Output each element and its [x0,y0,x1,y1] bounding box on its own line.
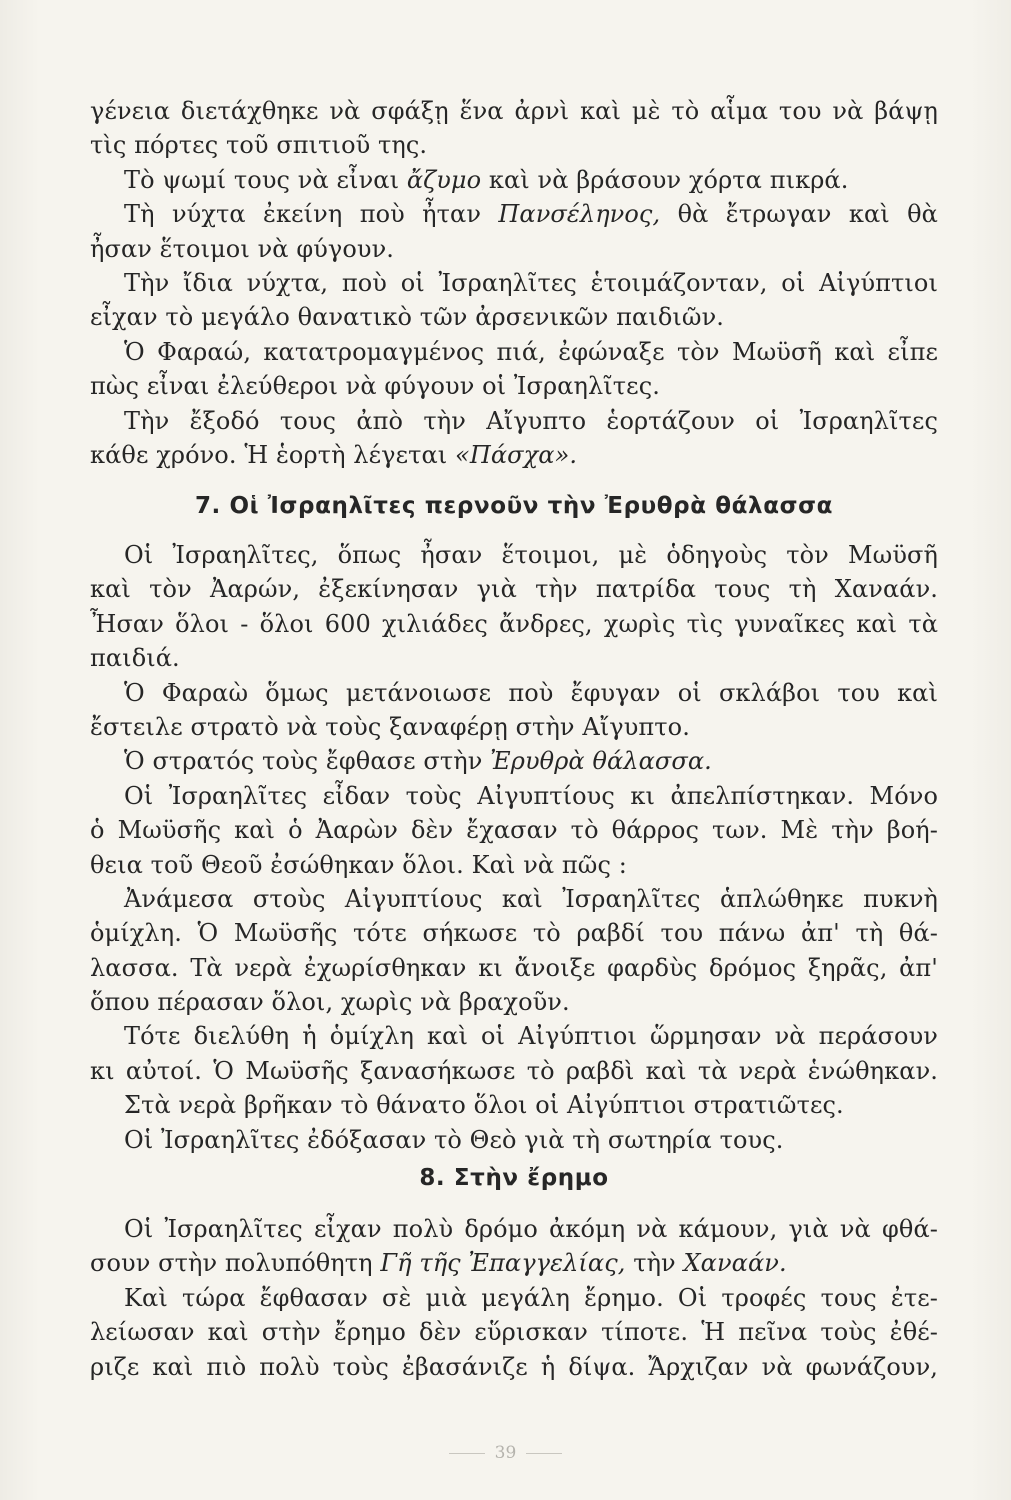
text-block-intro [90,94,938,472]
text-run: θὰ ἔτρωγαν καὶ θὰ [660,200,938,229]
text-line [90,404,938,438]
text-run: πὼς εἶναι ἐλεύθεροι νὰ φύγουν οἱ Ἰσραηλῖτες. [90,372,660,401]
text-run: Οἱ Ἰσραηλῖτες, ὅπως ἦσαν ἕτοιμοι, μὲ ὁδηγοὺς τὸν Μωϋσῆ [124,541,938,569]
text-run: ὅπου πέρασαν ὅλοι, χωρὶς νὰ βραχοῦν. [90,988,570,1017]
text-block-chapter-8 [90,1212,938,1384]
text-line [90,882,938,916]
text-line [90,572,938,606]
text-run: τὴν [625,1249,684,1278]
text-block-chapter-7 [90,538,938,1157]
text-run: Τὴν ἴδια νύχτα, ποὺ οἱ Ἰσραηλῖτες ἑτοιμάζονταν, οἱ Αἰγύπτιοι [124,268,938,297]
text-run: θεια τοῦ Θεοῦ ἐσώθηκαν ὅλοι. Καὶ νὰ πῶς : [90,850,627,879]
text-line [90,1123,938,1157]
text-run: λείωσαν καὶ στὴν ἔρημο δὲν εὕρισκαν τίποτε. Ἡ πεῖνα τοὺς ἐθέ- [90,1318,938,1347]
text-run: ὁμίχλη. Ὁ Μωϋσῆς τότε σήκωσε τὸ ραβδί του πάνω ἀπ' τὴ θά- [90,919,938,948]
text-line [90,744,938,778]
text-run: εἶχαν τὸ μεγάλο θανατικὸ τῶν ἀρσενικῶν παιδιῶν. [90,303,724,332]
text-line [90,1281,938,1315]
text-line [90,676,938,710]
italic-text: Χαναάν. [683,1249,787,1278]
page-number [0,1443,1011,1463]
text-line [90,94,938,128]
text-run: κάθε χρόνο. Ἡ ἑορτὴ λέγεται [90,440,456,469]
text-line [90,1212,938,1246]
text-run: γένεια διετάχθηκε νὰ σφάξῃ ἕνα ἀρνὶ καὶ μὲ τὸ αἷμα του νὰ βάψῃ [90,97,938,125]
text-run: Τότε διελύθη ἡ ὁμίχλη καὶ οἱ Αἰγύπτιοι ὥρμησαν νὰ περάσουν [124,1022,938,1051]
text-run: τὶς πόρτες τοῦ σπιτιοῦ της. [90,131,428,160]
text-run: Ἀνάμεσα στοὺς Αἰγυπτίους καὶ Ἰσραηλῖτες ἁπλώθηκε πυκνὴ [124,884,938,913]
text-line [90,128,938,162]
text-run: Ἦσαν ὅλοι - ὅλοι 600 χιλιάδες ἄνδρες, χωρὶς τὶς γυναῖκες καὶ τὰ [90,609,938,638]
text-line [90,335,938,369]
text-line [90,1315,938,1349]
page-number-dash-left [449,1453,485,1454]
text-run: Τὴ νύχτα ἐκείνη ποὺ ἦταν [124,200,499,229]
text-line [90,1019,938,1053]
text-run: Ὁ στρατός τοὺς ἔφθασε στὴν [124,747,491,776]
text-line [90,232,938,266]
text-run: λασσα. Τὰ νερὰ ἐχωρίσθηκαν κι ἄνοιξε φαρδὺς δρόμος ξηρᾶς, ἀπ' [90,953,938,982]
text-line [90,848,938,882]
text-line [90,813,938,847]
text-run: ἔστειλε στρατὸ νὰ τοὺς ξαναφέρῃ στὴν Αἴγυπτο. [90,712,690,741]
text-line [90,607,938,641]
text-line [90,710,938,744]
text-run: Στὰ νερὰ βρῆκαν τὸ θάνατο ὅλοι οἱ Αἰγύπτιοι στρατιῶτες. [124,1091,844,1120]
text-run: Ὁ Φαραὼ ὅμως μετάνοιωσε ποὺ ἔφυγαν οἱ σκλάβοι του καὶ [124,678,938,707]
text-run: Οἱ Ἰσραηλῖτες εἶδαν τοὺς Αἰγυπτίους κι ἀπελπίστηκαν. Μόνο [124,781,938,810]
text-line [90,1350,938,1384]
text-line [90,985,938,1019]
text-line [90,300,938,334]
text-line [90,641,938,675]
text-line [90,916,938,950]
text-run: ὁ Μωϋσῆς καὶ ὁ Ἀαρὼν δὲν ἔχασαν τὸ θάρρος των. Μὲ τὴν βοή- [90,816,938,845]
text-run: Ὁ Φαραώ, κατατρομαγμένος πιά, ἐφώναξε τὸν Μωϋσῆ καὶ εἶπε [124,337,938,366]
text-run: Τὸ ψωμί τους νὰ εἶναι [124,165,407,194]
text-line [90,1088,938,1122]
text-run: παιδιά. [90,644,180,673]
text-run: Οἱ Ἰσραηλῖτες εἶχαν πολὺ δρόμο ἀκόμη νὰ κάμουν, γιὰ νὰ φθά- [124,1215,938,1243]
page-number-dash-right [526,1453,562,1454]
text-line [90,438,938,472]
text-run: Οἱ Ἰσραηλῖτες ἐδόξασαν τὸ Θεὸ γιὰ τὴ σωτηρία τους. [124,1125,784,1154]
page-number-value: 39 [494,1443,517,1463]
text-line [90,266,938,300]
text-run: Καὶ τώρα ἔφθασαν σὲ μιὰ μεγάλη ἔρημο. Οἱ τροφές τους ἐτε- [124,1283,938,1312]
text-line [90,1246,938,1280]
text-run: ριζε καὶ πιὸ πολὺ τοὺς ἐβασάνιζε ἡ δίψα. Ἄρχιζαν νὰ φωνάζουν, [90,1352,938,1381]
chapter-heading-8: 8. Στὴν ἔρημο [419,1165,609,1191]
text-line [90,1054,938,1088]
italic-text: «Πάσχα». [455,440,578,469]
italic-text: ἄζυμο [406,165,482,194]
text-run: καὶ τὸν Ἀαρών, ἐξεκίνησαν γιὰ τὴν πατρίδα τους τὴ Χαναάν. [90,575,938,604]
text-line [90,779,938,813]
text-run: καὶ νὰ βράσουν χόρτα πικρά. [481,165,849,194]
text-run: ἦσαν ἕτοιμοι νὰ φύγουν. [90,234,395,263]
text-line [90,538,938,572]
text-run: Τὴν ἔξοδό τους ἀπὸ τὴν Αἴγυπτο ἑορτάζουν οἱ Ἰσραηλῖτες [124,406,938,435]
text-run: κι αὐτοί. Ὁ Μωϋσῆς ξανασήκωσε τὸ ραβδὶ καὶ τὰ νερὰ ἑνώθηκαν. [90,1056,938,1085]
text-run: σουν στὴν πολυπόθητη [90,1249,381,1278]
text-line [90,197,938,231]
italic-text: Πανσέληνος, [498,200,661,229]
italic-text: Γῆ τῆς Ἐπαγγελίας, [380,1249,626,1278]
text-line [90,369,938,403]
text-line [90,163,938,197]
text-line [90,951,938,985]
chapter-heading-7: 7. Οἱ Ἰσραηλῖτες περνοῦν τὴν Ἐρυθρὰ θάλασσα [194,493,834,519]
italic-text: Ἐρυθρὰ θάλασσα. [490,747,712,776]
